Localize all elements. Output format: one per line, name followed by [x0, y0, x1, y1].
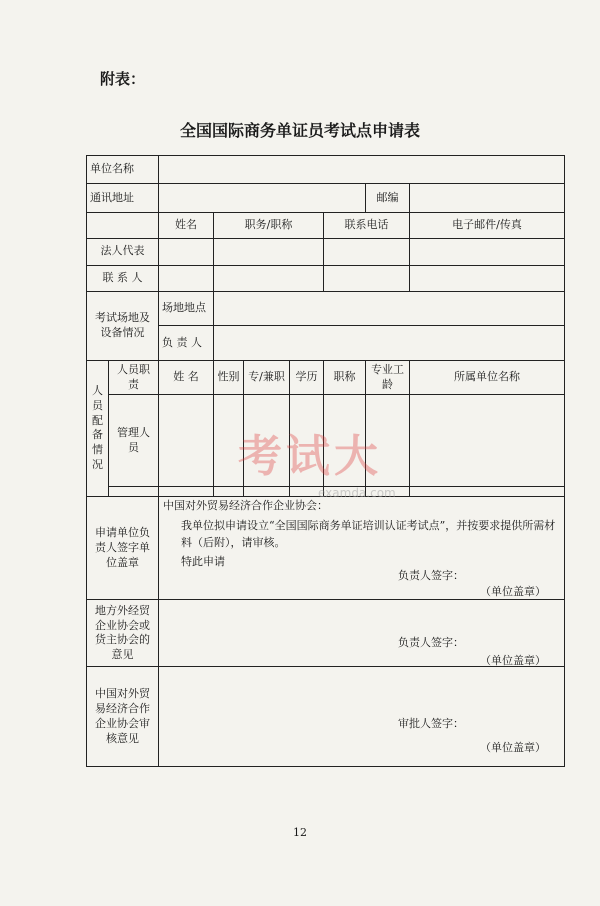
col-phone-header: 联系电话: [324, 212, 410, 238]
watermark-logo: 考试大: [238, 431, 382, 482]
legal-rep-name-field[interactable]: [159, 239, 214, 265]
china-block[interactable]: [159, 667, 565, 767]
management-staff-label: 管理人员: [109, 395, 159, 486]
col-email-header: 电子邮件/传真: [410, 212, 565, 238]
postcode-label: 邮编: [366, 184, 410, 212]
contact-label: 联 系 人: [87, 265, 159, 291]
staff-extra-gender[interactable]: [214, 486, 244, 496]
staff-extra-fulltime[interactable]: [244, 486, 290, 496]
staff-col-unit: 所属单位名称: [410, 360, 565, 395]
attachment-label: 附表：: [100, 70, 146, 88]
staff-extra-years[interactable]: [366, 486, 410, 496]
unit-name-field[interactable]: [159, 156, 565, 184]
staff-extra-name[interactable]: [159, 486, 214, 496]
col-name-header: 姓名: [159, 212, 214, 238]
staff-col-years: 专业工龄: [366, 360, 410, 395]
apply-label: 申请单位负责人签字单位盖章: [87, 496, 159, 600]
local-sign-label: 负责人签字：: [398, 636, 464, 650]
staff-extra-education[interactable]: [290, 486, 324, 496]
staff-section-label: 人员配备情况: [87, 360, 109, 496]
contact-phone-field[interactable]: [324, 265, 410, 291]
legal-rep-position-field[interactable]: [214, 239, 324, 265]
staff-fulltime-field[interactable]: [244, 395, 290, 486]
form-title: 全国国际商务单证员考试点申请表: [179, 121, 420, 140]
contact-email-field[interactable]: [410, 265, 565, 291]
contact-position-field[interactable]: [214, 265, 324, 291]
application-form: [86, 155, 565, 767]
staff-years-field[interactable]: [366, 395, 410, 486]
postcode-field[interactable]: [410, 184, 565, 212]
staff-name-field[interactable]: [159, 395, 214, 486]
china-sign-label: 审批人签字：: [398, 717, 464, 731]
staff-extra-title[interactable]: [324, 486, 366, 496]
staff-extra-unit[interactable]: [410, 486, 565, 496]
staff-education-field[interactable]: [290, 395, 324, 486]
site-manager-field[interactable]: [214, 326, 565, 361]
apply-closing: 特此申请: [181, 554, 225, 568]
staff-extra-blank: [109, 486, 159, 496]
apply-addressee: 中国对外贸易经济合作企业协会：: [163, 498, 328, 512]
apply-body: 我单位拟申请设立“全国国际商务单证培训认证考试点”，并按要求提供所需材料（后附），请审核。: [181, 518, 556, 549]
staff-unit-field[interactable]: [410, 395, 565, 486]
local-label: 地方外经贸企业协会或货主协会的意见: [87, 600, 159, 667]
apply-sign-label: 负责人签字：: [398, 568, 464, 582]
contact-name-field[interactable]: [159, 265, 214, 291]
china-label: 中国对外贸易经济合作企业协会审核意见: [87, 667, 159, 767]
staff-duty-label: 人员职责: [109, 360, 159, 395]
local-block[interactable]: [159, 600, 565, 667]
staff-col-name: 姓 名: [159, 360, 214, 395]
address-field[interactable]: [159, 184, 366, 212]
page-number: 12: [293, 826, 307, 839]
staff-title-field[interactable]: [324, 395, 366, 486]
legal-rep-phone-field[interactable]: [324, 239, 410, 265]
site-address-label: 场地地点: [159, 291, 214, 326]
apply-block[interactable]: [159, 496, 565, 600]
china-seal-label: （单位盖章）: [480, 741, 546, 755]
local-seal-label: （单位盖章）: [480, 654, 546, 667]
site-address-field[interactable]: [214, 291, 565, 326]
apply-seal-label: （单位盖章）: [480, 584, 546, 598]
legal-rep-email-field[interactable]: [410, 239, 565, 265]
staff-col-fulltime: 专/兼职: [244, 360, 290, 395]
address-label: 通讯地址: [87, 184, 159, 212]
exam-site-label: 考试场地及设备情况: [87, 291, 159, 360]
site-manager-label: 负 责 人: [159, 326, 214, 361]
col-position-header: 职务/职称: [214, 212, 324, 238]
unit-name-label: 单位名称: [87, 156, 159, 184]
staff-col-gender: 性别: [214, 360, 244, 395]
staff-col-education: 学历: [290, 360, 324, 395]
staff-gender-field[interactable]: [214, 395, 244, 486]
header-blank: [87, 212, 159, 238]
staff-col-title: 职称: [324, 360, 366, 395]
watermark-url: examda.com: [318, 486, 396, 500]
legal-rep-label: 法人代表: [87, 239, 159, 265]
